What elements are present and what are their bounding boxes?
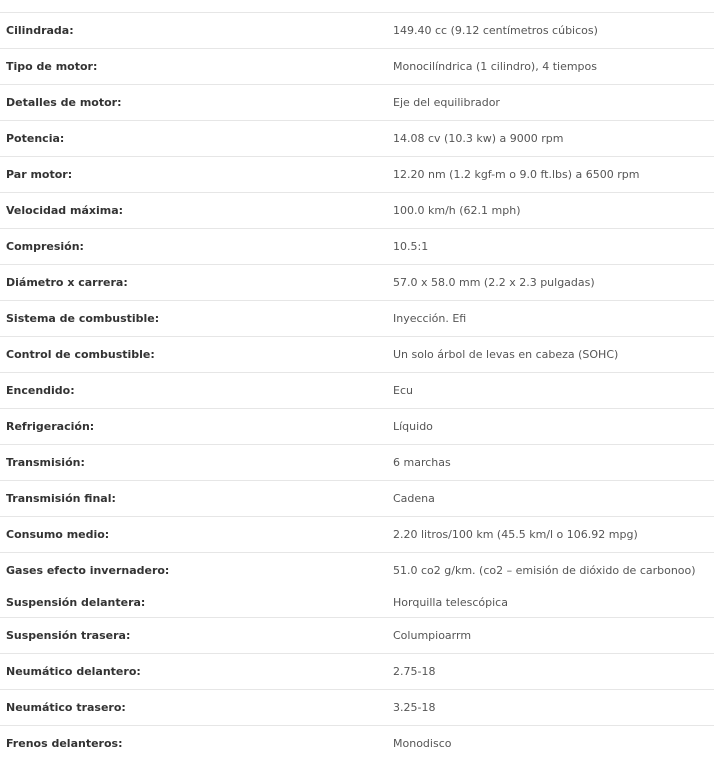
table-row <box>0 301 714 337</box>
spec-value: Ecu <box>387 373 714 409</box>
spec-value: Eje del equilibrador <box>387 85 714 121</box>
spec-table <box>0 12 714 762</box>
table-row <box>0 337 714 373</box>
spec-label: Par motor: <box>0 157 387 193</box>
spec-label: Potencia: <box>0 121 387 157</box>
table-row <box>0 13 714 49</box>
spec-value: 2.75-18 <box>387 654 714 690</box>
table-row <box>0 121 714 157</box>
spec-value: 149.40 cc (9.12 centímetros cúbicos) <box>387 13 714 49</box>
spec-label: Neumático delantero: <box>0 654 387 690</box>
spec-label: Suspensión delantera: <box>6 595 146 609</box>
table-row <box>0 517 714 553</box>
table-row <box>0 726 714 762</box>
spec-label: Compresión: <box>0 229 387 265</box>
table-row <box>0 589 714 618</box>
table-row <box>0 193 714 229</box>
table-row <box>0 481 714 517</box>
spec-value: Líquido <box>387 409 714 445</box>
spec-label: Control de combustible: <box>0 337 387 373</box>
spec-label: Diámetro x carrera: <box>0 265 387 301</box>
spec-value: 6 marchas <box>387 445 714 481</box>
table-row <box>0 229 714 265</box>
spec-label: Sistema de combustible: <box>0 301 387 337</box>
spec-value: Monodisco <box>387 726 714 762</box>
spec-label: Consumo medio: <box>0 517 387 553</box>
spec-table-body <box>0 13 714 762</box>
spec-label: Suspensión trasera: <box>0 618 387 654</box>
spec-label: Velocidad máxima: <box>0 193 387 229</box>
spec-label: Detalles de motor: <box>0 85 387 121</box>
spec-value: Cadena <box>387 481 714 517</box>
table-row <box>0 445 714 481</box>
spec-label: Transmisión final: <box>0 481 387 517</box>
table-row <box>0 265 714 301</box>
table-row <box>0 373 714 409</box>
spec-value: Columpioarrm <box>387 618 714 654</box>
spec-label: Refrigeración: <box>0 409 387 445</box>
spec-label: Frenos delanteros: <box>0 726 387 762</box>
spec-value: Un solo árbol de levas en cabeza (SOHC) <box>387 337 714 373</box>
spec-label: Gases efecto invernadero: <box>0 553 387 589</box>
spec-value: 2.20 litros/100 km (45.5 km/l o 106.92 mpg) <box>387 517 714 553</box>
spec-value: Inyección. Efi <box>387 301 714 337</box>
spec-label: Cilindrada: <box>0 13 387 49</box>
spec-label: Tipo de motor: <box>0 49 387 85</box>
spec-value: 12.20 nm (1.2 kgf-m o 9.0 ft.lbs) a 6500 rpm <box>387 157 714 193</box>
table-row <box>0 85 714 121</box>
spec-label: Neumático trasero: <box>0 690 387 726</box>
spec-value: Monocilíndrica (1 cilindro), 4 tiempos <box>387 49 714 85</box>
table-row <box>0 553 714 589</box>
spec-value: 57.0 x 58.0 mm (2.2 x 2.3 pulgadas) <box>387 265 714 301</box>
table-row <box>0 690 714 726</box>
table-row <box>0 618 714 654</box>
spec-value: 100.0 km/h (62.1 mph) <box>387 193 714 229</box>
spec-value: Horquilla telescópica <box>393 595 508 609</box>
table-row <box>0 654 714 690</box>
spec-label: Transmisión: <box>0 445 387 481</box>
spec-value: 51.0 co2 g/km. (co2 – emisión de dióxido de carbonoo) <box>387 553 714 589</box>
table-row <box>0 409 714 445</box>
spec-value: 3.25-18 <box>387 690 714 726</box>
table-row <box>0 157 714 193</box>
spec-label: Encendido: <box>0 373 387 409</box>
spec-value: 14.08 cv (10.3 kw) a 9000 rpm <box>387 121 714 157</box>
table-row <box>0 49 714 85</box>
spec-value: 10.5:1 <box>387 229 714 265</box>
